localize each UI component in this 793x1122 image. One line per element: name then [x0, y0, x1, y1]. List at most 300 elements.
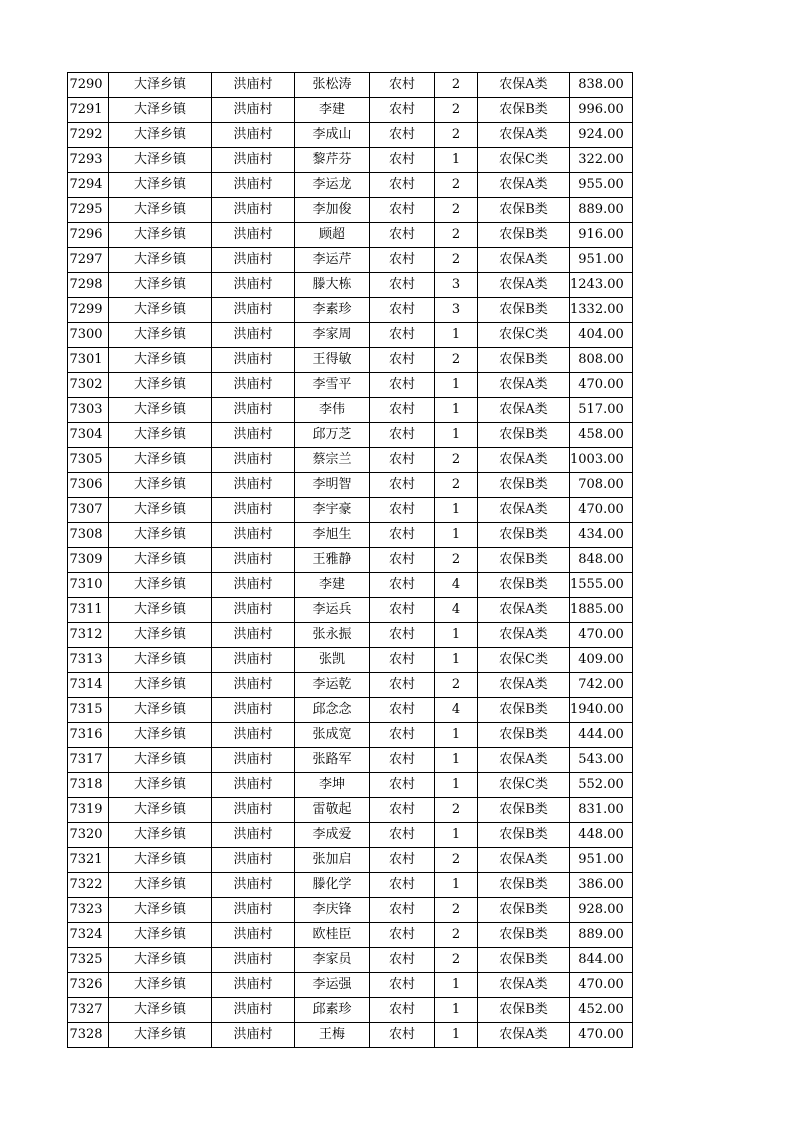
- cell-area-type: 农村: [370, 548, 435, 573]
- cell-row-number: 7312: [68, 623, 109, 648]
- cell-person-name: 李成爱: [295, 823, 370, 848]
- cell-amount: 916.00: [570, 223, 633, 248]
- cell-row-number: 7316: [68, 723, 109, 748]
- cell-village: 洪庙村: [212, 348, 295, 373]
- cell-row-number: 7313: [68, 648, 109, 673]
- cell-area-type: 农村: [370, 523, 435, 548]
- table-row: [68, 348, 633, 373]
- cell-township: 大泽乡镇: [109, 523, 212, 548]
- cell-township: 大泽乡镇: [109, 698, 212, 723]
- cell-row-number: 7302: [68, 373, 109, 398]
- cell-area-type: 农村: [370, 123, 435, 148]
- cell-township: 大泽乡镇: [109, 923, 212, 948]
- cell-township: 大泽乡镇: [109, 798, 212, 823]
- cell-village: 洪庙村: [212, 398, 295, 423]
- cell-village: 洪庙村: [212, 923, 295, 948]
- cell-area-type: 农村: [370, 673, 435, 698]
- cell-household-count: 2: [435, 473, 478, 498]
- cell-household-count: 2: [435, 673, 478, 698]
- cell-insurance-category: 农保A类: [478, 623, 570, 648]
- table-row: [68, 698, 633, 723]
- cell-person-name: 滕大栋: [295, 273, 370, 298]
- cell-area-type: 农村: [370, 723, 435, 748]
- cell-village: 洪庙村: [212, 473, 295, 498]
- cell-township: 大泽乡镇: [109, 98, 212, 123]
- cell-row-number: 7320: [68, 823, 109, 848]
- table-row: [68, 823, 633, 848]
- cell-area-type: 农村: [370, 573, 435, 598]
- cell-township: 大泽乡镇: [109, 673, 212, 698]
- cell-area-type: 农村: [370, 298, 435, 323]
- cell-village: 洪庙村: [212, 948, 295, 973]
- table-row: [68, 248, 633, 273]
- cell-household-count: 1: [435, 623, 478, 648]
- cell-person-name: 李运强: [295, 973, 370, 998]
- cell-insurance-category: 农保C类: [478, 773, 570, 798]
- cell-area-type: 农村: [370, 873, 435, 898]
- cell-amount: 838.00: [570, 73, 633, 98]
- cell-household-count: 2: [435, 73, 478, 98]
- cell-household-count: 4: [435, 698, 478, 723]
- cell-village: 洪庙村: [212, 898, 295, 923]
- table-row: [68, 998, 633, 1023]
- cell-household-count: 2: [435, 198, 478, 223]
- cell-insurance-category: 农保A类: [478, 498, 570, 523]
- cell-person-name: 张松涛: [295, 73, 370, 98]
- cell-row-number: 7303: [68, 398, 109, 423]
- cell-household-count: 1: [435, 323, 478, 348]
- cell-village: 洪庙村: [212, 648, 295, 673]
- table-row: [68, 723, 633, 748]
- cell-amount: 552.00: [570, 773, 633, 798]
- cell-household-count: 4: [435, 598, 478, 623]
- cell-insurance-category: 农保B类: [478, 998, 570, 1023]
- cell-person-name: 李庆锋: [295, 898, 370, 923]
- cell-township: 大泽乡镇: [109, 723, 212, 748]
- table-row: [68, 848, 633, 873]
- cell-amount: 434.00: [570, 523, 633, 548]
- cell-area-type: 农村: [370, 98, 435, 123]
- cell-household-count: 2: [435, 848, 478, 873]
- cell-area-type: 农村: [370, 473, 435, 498]
- table-row: [68, 923, 633, 948]
- cell-township: 大泽乡镇: [109, 773, 212, 798]
- cell-household-count: 2: [435, 223, 478, 248]
- table-row: [68, 873, 633, 898]
- cell-amount: 889.00: [570, 198, 633, 223]
- cell-household-count: 1: [435, 823, 478, 848]
- cell-insurance-category: 农保A类: [478, 1023, 570, 1048]
- cell-township: 大泽乡镇: [109, 423, 212, 448]
- cell-amount: 543.00: [570, 748, 633, 773]
- cell-person-name: 李家员: [295, 948, 370, 973]
- cell-insurance-category: 农保B类: [478, 423, 570, 448]
- cell-village: 洪庙村: [212, 423, 295, 448]
- cell-village: 洪庙村: [212, 1023, 295, 1048]
- table-row: [68, 948, 633, 973]
- cell-insurance-category: 农保B类: [478, 873, 570, 898]
- cell-insurance-category: 农保B类: [478, 198, 570, 223]
- table-row: [68, 323, 633, 348]
- cell-amount: 448.00: [570, 823, 633, 848]
- cell-amount: 1332.00: [570, 298, 633, 323]
- cell-person-name: 欧桂臣: [295, 923, 370, 948]
- cell-village: 洪庙村: [212, 873, 295, 898]
- cell-person-name: 邱念念: [295, 698, 370, 723]
- cell-village: 洪庙村: [212, 323, 295, 348]
- cell-insurance-category: 农保B类: [478, 898, 570, 923]
- cell-household-count: 1: [435, 648, 478, 673]
- cell-insurance-category: 农保A类: [478, 748, 570, 773]
- cell-township: 大泽乡镇: [109, 473, 212, 498]
- cell-row-number: 7307: [68, 498, 109, 523]
- cell-village: 洪庙村: [212, 373, 295, 398]
- cell-household-count: 1: [435, 148, 478, 173]
- cell-household-count: 2: [435, 923, 478, 948]
- cell-household-count: 1: [435, 873, 478, 898]
- cell-amount: 409.00: [570, 648, 633, 673]
- table-row: [68, 373, 633, 398]
- cell-township: 大泽乡镇: [109, 648, 212, 673]
- cell-township: 大泽乡镇: [109, 448, 212, 473]
- cell-row-number: 7299: [68, 298, 109, 323]
- table-row: [68, 773, 633, 798]
- cell-insurance-category: 农保B类: [478, 298, 570, 323]
- cell-township: 大泽乡镇: [109, 573, 212, 598]
- cell-township: 大泽乡镇: [109, 273, 212, 298]
- cell-row-number: 7321: [68, 848, 109, 873]
- cell-person-name: 雷敬起: [295, 798, 370, 823]
- cell-household-count: 2: [435, 798, 478, 823]
- cell-household-count: 2: [435, 898, 478, 923]
- cell-amount: 322.00: [570, 148, 633, 173]
- cell-person-name: 李运乾: [295, 673, 370, 698]
- table-row: [68, 573, 633, 598]
- cell-amount: 444.00: [570, 723, 633, 748]
- cell-township: 大泽乡镇: [109, 998, 212, 1023]
- cell-insurance-category: 农保B类: [478, 923, 570, 948]
- cell-household-count: 1: [435, 398, 478, 423]
- cell-insurance-category: 农保A类: [478, 398, 570, 423]
- cell-person-name: 李宇豪: [295, 498, 370, 523]
- table-row: [68, 498, 633, 523]
- cell-person-name: 张永振: [295, 623, 370, 648]
- cell-row-number: 7301: [68, 348, 109, 373]
- cell-person-name: 张路军: [295, 748, 370, 773]
- cell-insurance-category: 农保A类: [478, 848, 570, 873]
- cell-area-type: 农村: [370, 448, 435, 473]
- cell-township: 大泽乡镇: [109, 498, 212, 523]
- cell-village: 洪庙村: [212, 998, 295, 1023]
- table-row: [68, 448, 633, 473]
- cell-amount: 470.00: [570, 1023, 633, 1048]
- cell-insurance-category: 农保B类: [478, 723, 570, 748]
- table-row: [68, 423, 633, 448]
- cell-person-name: 王梅: [295, 1023, 370, 1048]
- cell-amount: 470.00: [570, 623, 633, 648]
- cell-person-name: 李建: [295, 573, 370, 598]
- cell-insurance-category: 农保A类: [478, 973, 570, 998]
- cell-household-count: 3: [435, 273, 478, 298]
- cell-household-count: 1: [435, 973, 478, 998]
- cell-household-count: 2: [435, 348, 478, 373]
- cell-township: 大泽乡镇: [109, 248, 212, 273]
- cell-person-name: 滕化学: [295, 873, 370, 898]
- cell-township: 大泽乡镇: [109, 373, 212, 398]
- table-row: [68, 748, 633, 773]
- cell-household-count: 2: [435, 173, 478, 198]
- cell-township: 大泽乡镇: [109, 898, 212, 923]
- cell-amount: 386.00: [570, 873, 633, 898]
- cell-amount: 1555.00: [570, 573, 633, 598]
- cell-village: 洪庙村: [212, 548, 295, 573]
- cell-insurance-category: 农保C类: [478, 648, 570, 673]
- cell-row-number: 7309: [68, 548, 109, 573]
- cell-amount: 452.00: [570, 998, 633, 1023]
- cell-insurance-category: 农保A类: [478, 73, 570, 98]
- cell-row-number: 7298: [68, 273, 109, 298]
- cell-insurance-category: 农保B类: [478, 98, 570, 123]
- cell-row-number: 7323: [68, 898, 109, 923]
- cell-area-type: 农村: [370, 1023, 435, 1048]
- cell-area-type: 农村: [370, 148, 435, 173]
- cell-person-name: 李伟: [295, 398, 370, 423]
- cell-person-name: 李运龙: [295, 173, 370, 198]
- cell-insurance-category: 农保A类: [478, 598, 570, 623]
- record-table-container: [67, 72, 633, 1048]
- table-row: [68, 223, 633, 248]
- cell-area-type: 农村: [370, 898, 435, 923]
- cell-area-type: 农村: [370, 823, 435, 848]
- cell-area-type: 农村: [370, 948, 435, 973]
- cell-area-type: 农村: [370, 348, 435, 373]
- cell-row-number: 7326: [68, 973, 109, 998]
- cell-area-type: 农村: [370, 698, 435, 723]
- table-row: [68, 148, 633, 173]
- cell-row-number: 7328: [68, 1023, 109, 1048]
- cell-insurance-category: 农保B类: [478, 523, 570, 548]
- cell-area-type: 农村: [370, 748, 435, 773]
- table-row: [68, 548, 633, 573]
- cell-village: 洪庙村: [212, 723, 295, 748]
- cell-amount: 831.00: [570, 798, 633, 823]
- cell-amount: 470.00: [570, 498, 633, 523]
- table-row: [68, 648, 633, 673]
- cell-row-number: 7324: [68, 923, 109, 948]
- cell-area-type: 农村: [370, 998, 435, 1023]
- cell-person-name: 邱万芝: [295, 423, 370, 448]
- cell-household-count: 2: [435, 98, 478, 123]
- cell-row-number: 7327: [68, 998, 109, 1023]
- cell-insurance-category: 农保A类: [478, 248, 570, 273]
- cell-township: 大泽乡镇: [109, 623, 212, 648]
- cell-insurance-category: 农保A类: [478, 273, 570, 298]
- cell-area-type: 农村: [370, 798, 435, 823]
- cell-household-count: 1: [435, 498, 478, 523]
- cell-row-number: 7294: [68, 173, 109, 198]
- cell-insurance-category: 农保A类: [478, 673, 570, 698]
- cell-township: 大泽乡镇: [109, 748, 212, 773]
- cell-household-count: 2: [435, 448, 478, 473]
- cell-row-number: 7295: [68, 198, 109, 223]
- cell-row-number: 7315: [68, 698, 109, 723]
- cell-village: 洪庙村: [212, 623, 295, 648]
- cell-row-number: 7308: [68, 523, 109, 548]
- cell-village: 洪庙村: [212, 523, 295, 548]
- cell-village: 洪庙村: [212, 673, 295, 698]
- table-row: [68, 473, 633, 498]
- cell-township: 大泽乡镇: [109, 73, 212, 98]
- cell-household-count: 1: [435, 723, 478, 748]
- cell-amount: 404.00: [570, 323, 633, 348]
- cell-household-count: 1: [435, 1023, 478, 1048]
- cell-amount: 470.00: [570, 373, 633, 398]
- cell-township: 大泽乡镇: [109, 1023, 212, 1048]
- cell-township: 大泽乡镇: [109, 173, 212, 198]
- cell-row-number: 7304: [68, 423, 109, 448]
- cell-area-type: 农村: [370, 273, 435, 298]
- cell-area-type: 农村: [370, 423, 435, 448]
- cell-person-name: 李建: [295, 98, 370, 123]
- cell-row-number: 7311: [68, 598, 109, 623]
- cell-person-name: 王得敏: [295, 348, 370, 373]
- cell-area-type: 农村: [370, 173, 435, 198]
- cell-row-number: 7325: [68, 948, 109, 973]
- cell-person-name: 李旭生: [295, 523, 370, 548]
- cell-township: 大泽乡镇: [109, 323, 212, 348]
- cell-area-type: 农村: [370, 323, 435, 348]
- cell-amount: 848.00: [570, 548, 633, 573]
- cell-row-number: 7293: [68, 148, 109, 173]
- cell-household-count: 2: [435, 248, 478, 273]
- cell-township: 大泽乡镇: [109, 198, 212, 223]
- cell-household-count: 1: [435, 523, 478, 548]
- cell-village: 洪庙村: [212, 148, 295, 173]
- cell-area-type: 农村: [370, 373, 435, 398]
- cell-row-number: 7300: [68, 323, 109, 348]
- cell-amount: 1940.00: [570, 698, 633, 723]
- cell-township: 大泽乡镇: [109, 948, 212, 973]
- cell-amount: 742.00: [570, 673, 633, 698]
- cell-household-count: 4: [435, 573, 478, 598]
- cell-amount: 1885.00: [570, 598, 633, 623]
- cell-row-number: 7317: [68, 748, 109, 773]
- cell-amount: 955.00: [570, 173, 633, 198]
- cell-village: 洪庙村: [212, 98, 295, 123]
- cell-village: 洪庙村: [212, 198, 295, 223]
- cell-township: 大泽乡镇: [109, 223, 212, 248]
- table-row: [68, 1023, 633, 1048]
- cell-person-name: 李成山: [295, 123, 370, 148]
- cell-amount: 924.00: [570, 123, 633, 148]
- table-row: [68, 598, 633, 623]
- cell-row-number: 7319: [68, 798, 109, 823]
- cell-row-number: 7305: [68, 448, 109, 473]
- cell-area-type: 农村: [370, 773, 435, 798]
- table-row: [68, 673, 633, 698]
- table-row: [68, 298, 633, 323]
- cell-person-name: 王雅静: [295, 548, 370, 573]
- cell-row-number: 7292: [68, 123, 109, 148]
- cell-row-number: 7297: [68, 248, 109, 273]
- cell-village: 洪庙村: [212, 273, 295, 298]
- cell-person-name: 李明智: [295, 473, 370, 498]
- table-row: [68, 623, 633, 648]
- cell-village: 洪庙村: [212, 173, 295, 198]
- table-row: [68, 173, 633, 198]
- cell-area-type: 农村: [370, 848, 435, 873]
- table-row: [68, 123, 633, 148]
- table-row: [68, 798, 633, 823]
- cell-person-name: 张成宽: [295, 723, 370, 748]
- cell-amount: 1243.00: [570, 273, 633, 298]
- cell-insurance-category: 农保B类: [478, 948, 570, 973]
- cell-village: 洪庙村: [212, 748, 295, 773]
- cell-village: 洪庙村: [212, 248, 295, 273]
- cell-amount: 1003.00: [570, 448, 633, 473]
- cell-household-count: 1: [435, 423, 478, 448]
- cell-insurance-category: 农保B类: [478, 573, 570, 598]
- cell-village: 洪庙村: [212, 448, 295, 473]
- cell-village: 洪庙村: [212, 573, 295, 598]
- cell-insurance-category: 农保B类: [478, 698, 570, 723]
- cell-insurance-category: 农保A类: [478, 448, 570, 473]
- cell-area-type: 农村: [370, 248, 435, 273]
- cell-household-count: 2: [435, 123, 478, 148]
- table-row: [68, 198, 633, 223]
- cell-village: 洪庙村: [212, 848, 295, 873]
- table-row: [68, 273, 633, 298]
- cell-person-name: 李加俊: [295, 198, 370, 223]
- cell-township: 大泽乡镇: [109, 598, 212, 623]
- cell-person-name: 李坤: [295, 773, 370, 798]
- cell-township: 大泽乡镇: [109, 398, 212, 423]
- cell-row-number: 7290: [68, 73, 109, 98]
- cell-amount: 889.00: [570, 923, 633, 948]
- cell-household-count: 1: [435, 998, 478, 1023]
- cell-person-name: 李家周: [295, 323, 370, 348]
- cell-township: 大泽乡镇: [109, 298, 212, 323]
- cell-area-type: 农村: [370, 973, 435, 998]
- table-row: [68, 398, 633, 423]
- cell-village: 洪庙村: [212, 823, 295, 848]
- cell-household-count: 1: [435, 748, 478, 773]
- cell-area-type: 农村: [370, 923, 435, 948]
- cell-amount: 708.00: [570, 473, 633, 498]
- cell-insurance-category: 农保B类: [478, 548, 570, 573]
- cell-person-name: 李运兵: [295, 598, 370, 623]
- cell-household-count: 3: [435, 298, 478, 323]
- cell-amount: 996.00: [570, 98, 633, 123]
- cell-person-name: 李运芹: [295, 248, 370, 273]
- cell-insurance-category: 农保B类: [478, 223, 570, 248]
- cell-person-name: 顾超: [295, 223, 370, 248]
- cell-amount: 951.00: [570, 848, 633, 873]
- cell-insurance-category: 农保A类: [478, 173, 570, 198]
- cell-village: 洪庙村: [212, 223, 295, 248]
- cell-village: 洪庙村: [212, 698, 295, 723]
- table-row: [68, 73, 633, 98]
- cell-row-number: 7314: [68, 673, 109, 698]
- table-row: [68, 98, 633, 123]
- cell-township: 大泽乡镇: [109, 973, 212, 998]
- cell-village: 洪庙村: [212, 298, 295, 323]
- cell-row-number: 7291: [68, 98, 109, 123]
- cell-insurance-category: 农保B类: [478, 798, 570, 823]
- cell-insurance-category: 农保B类: [478, 473, 570, 498]
- table-row: [68, 898, 633, 923]
- cell-area-type: 农村: [370, 623, 435, 648]
